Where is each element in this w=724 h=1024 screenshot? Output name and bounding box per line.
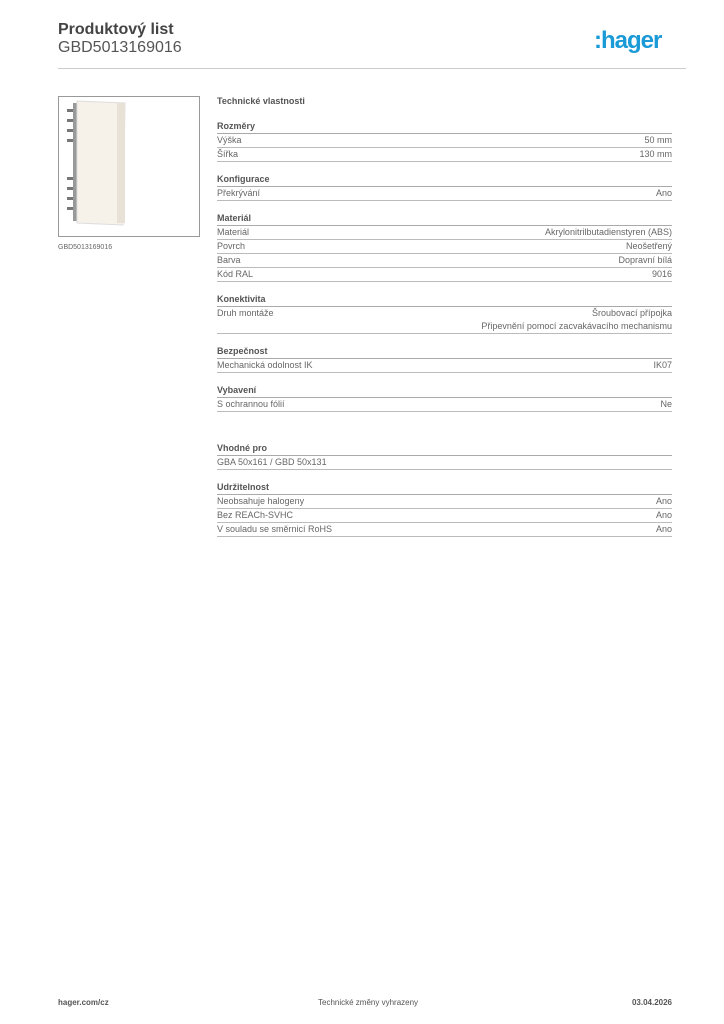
spec-label: Materiál xyxy=(217,227,250,237)
spec-label: Šířka xyxy=(217,149,239,159)
spec-section xyxy=(217,442,672,470)
spec-row xyxy=(217,495,672,509)
spec-value-line: Ano xyxy=(655,510,672,520)
product-image xyxy=(58,96,200,237)
spec-section-title: Materiál xyxy=(217,212,672,226)
spec-row xyxy=(217,359,672,373)
spec-value-line: Ne xyxy=(660,399,672,409)
spec-row xyxy=(217,148,672,162)
spec-label: Druh montáže xyxy=(217,308,274,318)
page-title: Produktový list xyxy=(58,21,174,38)
spec-row xyxy=(217,134,672,148)
spec-value-line: 130 mm xyxy=(639,149,672,159)
spec-value xyxy=(545,226,672,239)
spec-value xyxy=(639,148,672,161)
spec-label: V souladu se směrnicí RoHS xyxy=(217,524,333,534)
spec-section-title: Rozměry xyxy=(217,120,672,134)
spec-section-title: Udržitelnost xyxy=(217,481,672,495)
spec-row xyxy=(217,187,672,201)
section-heading: Technické vlastnosti xyxy=(217,96,305,106)
spec-value-line: Ano xyxy=(655,524,672,534)
footer-website-link[interactable]: hager.com/cz xyxy=(58,998,109,1007)
header-divider xyxy=(58,68,686,69)
spec-label: GBA 50x161 / GBD 50x131 xyxy=(217,457,327,467)
spec-label: Povrch xyxy=(217,241,246,251)
spec-value-line: 9016 xyxy=(651,269,672,279)
spec-value xyxy=(656,523,672,536)
spec-row xyxy=(217,523,672,537)
spec-section xyxy=(217,212,672,282)
spec-row xyxy=(217,240,672,254)
spec-section-title: Vybavení xyxy=(217,384,672,398)
spec-value-line: Šroubovací přípojka xyxy=(591,308,672,318)
spec-section xyxy=(217,345,672,373)
spec-section xyxy=(217,120,672,162)
spec-label: S ochrannou fólií xyxy=(217,399,285,409)
spec-section-title: Vhodné pro xyxy=(217,442,672,456)
spec-row xyxy=(217,398,672,412)
spec-section xyxy=(217,481,672,537)
spec-value xyxy=(652,268,672,281)
spec-section-title: Konfigurace xyxy=(217,173,672,187)
spec-value xyxy=(653,359,672,372)
spec-row xyxy=(217,509,672,523)
spec-section xyxy=(217,293,672,334)
image-caption: GBD5013169016 xyxy=(58,244,113,251)
spec-label: Výška xyxy=(217,135,242,145)
spec-row xyxy=(217,307,672,334)
spec-label: Bez REACh-SVHC xyxy=(217,510,294,520)
spec-value xyxy=(644,134,672,147)
spec-label: Mechanická odolnost IK xyxy=(217,360,313,370)
spec-section xyxy=(217,173,672,201)
spec-section-title: Bezpečnost xyxy=(217,345,672,359)
spec-value xyxy=(660,398,672,411)
spec-label: Překrývání xyxy=(217,188,261,198)
spec-section-title: Konektivita xyxy=(217,293,672,307)
spec-label: Barva xyxy=(217,255,241,265)
spec-row xyxy=(217,268,672,282)
spec-value xyxy=(626,240,672,253)
spec-row xyxy=(217,254,672,268)
spec-value-line: IK07 xyxy=(653,360,672,370)
spec-row xyxy=(217,456,672,470)
spec-value-line: Ano xyxy=(655,496,672,506)
spec-value-line: Akrylonitrilbutadienstyren (ABS) xyxy=(544,227,672,237)
product-code: GBD5013169016 xyxy=(58,39,182,56)
hager-logo: :hager xyxy=(594,27,662,54)
spec-value-line: Ano xyxy=(655,188,672,198)
spec-value xyxy=(618,254,672,267)
spec-value-line: 50 mm xyxy=(644,135,672,145)
spec-value-line: Neošetřený xyxy=(625,241,672,251)
spec-label: Neobsahuje halogeny xyxy=(217,496,305,506)
spec-row xyxy=(217,226,672,240)
technical-properties xyxy=(217,96,672,548)
footer-disclaimer: Technické změny vyhrazeny xyxy=(318,998,419,1007)
spec-section xyxy=(217,384,672,412)
spec-value-line: Dopravní bílá xyxy=(618,255,672,265)
spec-value-line: Připevnění pomocí zacvakávacího mechanismu xyxy=(481,321,672,331)
spec-value xyxy=(656,509,672,522)
spec-label: Kód RAL xyxy=(217,269,254,279)
spec-value xyxy=(656,187,672,200)
spec-value xyxy=(481,307,672,333)
footer-date: 03.04.2026 xyxy=(631,998,672,1007)
spec-value xyxy=(656,495,672,508)
